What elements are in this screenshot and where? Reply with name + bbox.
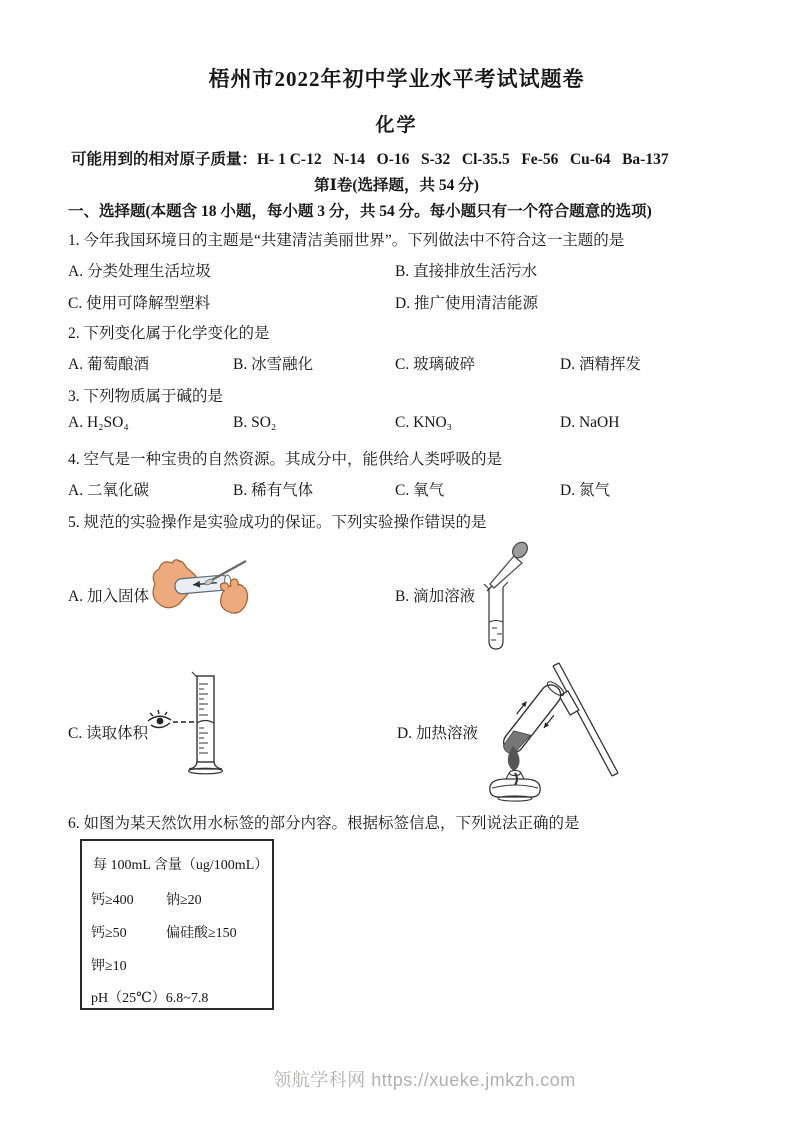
- question-6-text: 6. 如图为某天然饮用水标签的部分内容。根据标签信息，下列说法正确的是: [68, 815, 580, 832]
- q2-option-d: D. 酒精挥发: [560, 356, 641, 373]
- question-1-text: 1. 今年我国环境日的主题是“共建清洁美丽世界”。下列做法中不符合这一主题的是: [68, 232, 625, 249]
- multiple-choice-header: 一、选择题(本题含 18 小题，每小题 3 分，共 54 分。每小题只有一个符合题意的选项): [68, 203, 652, 220]
- q3-option-b: B. SO₂: [233, 414, 277, 431]
- q5-option-d-label: D. 加热溶液: [397, 725, 478, 742]
- dropping-liquid-illustration: [466, 536, 538, 656]
- q1-option-b: B. 直接排放生活污水: [395, 263, 538, 280]
- adding-solid-illustration: [147, 544, 249, 626]
- q2-option-a: A. 葡萄酿酒: [68, 356, 149, 373]
- heating-solution-illustration: [452, 650, 620, 802]
- q2-option-c: C. 玻璃破碎: [395, 356, 476, 373]
- q4-option-a: A. 二氧化碳: [68, 482, 149, 499]
- q3-option-d: D. NaOH: [560, 414, 620, 431]
- q1-option-a: A. 分类处理生活垃圾: [68, 263, 211, 280]
- question-2-text: 2. 下列变化属于化学变化的是: [68, 325, 270, 342]
- q3-option-c: C. KNO₃: [395, 414, 453, 431]
- label-header: 每 100mL 含量（ug/100mL）: [93, 858, 269, 873]
- label-potassium: 钾≥10: [91, 959, 127, 974]
- reading-volume-illustration: [146, 668, 238, 782]
- exam-title: 梧州市2022年初中学业水平考试试题卷: [208, 67, 585, 91]
- q5-option-a-label: A. 加入固体: [68, 588, 149, 605]
- label-silicate: 偏硅酸≥150: [166, 926, 237, 941]
- subject-title: 化学: [375, 115, 418, 136]
- q2-option-b: B. 冰雪融化: [233, 356, 314, 373]
- question-5-text: 5. 规范的实验操作是实验成功的保证。下列实验操作错误的是: [68, 514, 487, 531]
- label-calcium2: 钙≥50: [91, 926, 127, 941]
- q5-option-b-label: B. 滴加溶液: [395, 588, 476, 605]
- question-4-text: 4. 空气是一种宝贵的自然资源。其成分中，能供给人类呼吸的是: [68, 451, 503, 468]
- label-ph: pH（25℃）6.8~7.8: [91, 991, 209, 1006]
- q1-option-c: C. 使用可降解型塑料: [68, 295, 211, 312]
- q4-option-b: B. 稀有气体: [233, 482, 314, 499]
- water-label-box: [80, 839, 274, 1010]
- q3-option-a: A. H₂SO₄: [68, 414, 129, 431]
- footer-watermark: 领航学科网 https://xueke.jmkzh.com: [273, 1070, 576, 1090]
- atomic-masses-line: 可能用到的相对原子质量：H- 1 C-12 N-14 O-16 S-32 Cl-35.5 Fe-56 Cu-64 Ba-137: [71, 151, 669, 168]
- q4-option-c: C. 氧气: [395, 482, 445, 499]
- section-i-header: 第Ⅰ卷(选择题，共 54 分): [314, 177, 479, 194]
- question-3-text: 3. 下列物质属于碱的是: [68, 388, 224, 405]
- q4-option-d: D. 氮气: [560, 482, 610, 499]
- q1-option-d: D. 推广使用清洁能源: [395, 295, 538, 312]
- label-calcium: 钙≥400: [91, 893, 134, 908]
- label-sodium: 钠≥20: [166, 893, 202, 908]
- q5-option-c-label: C. 读取体积: [68, 725, 149, 742]
